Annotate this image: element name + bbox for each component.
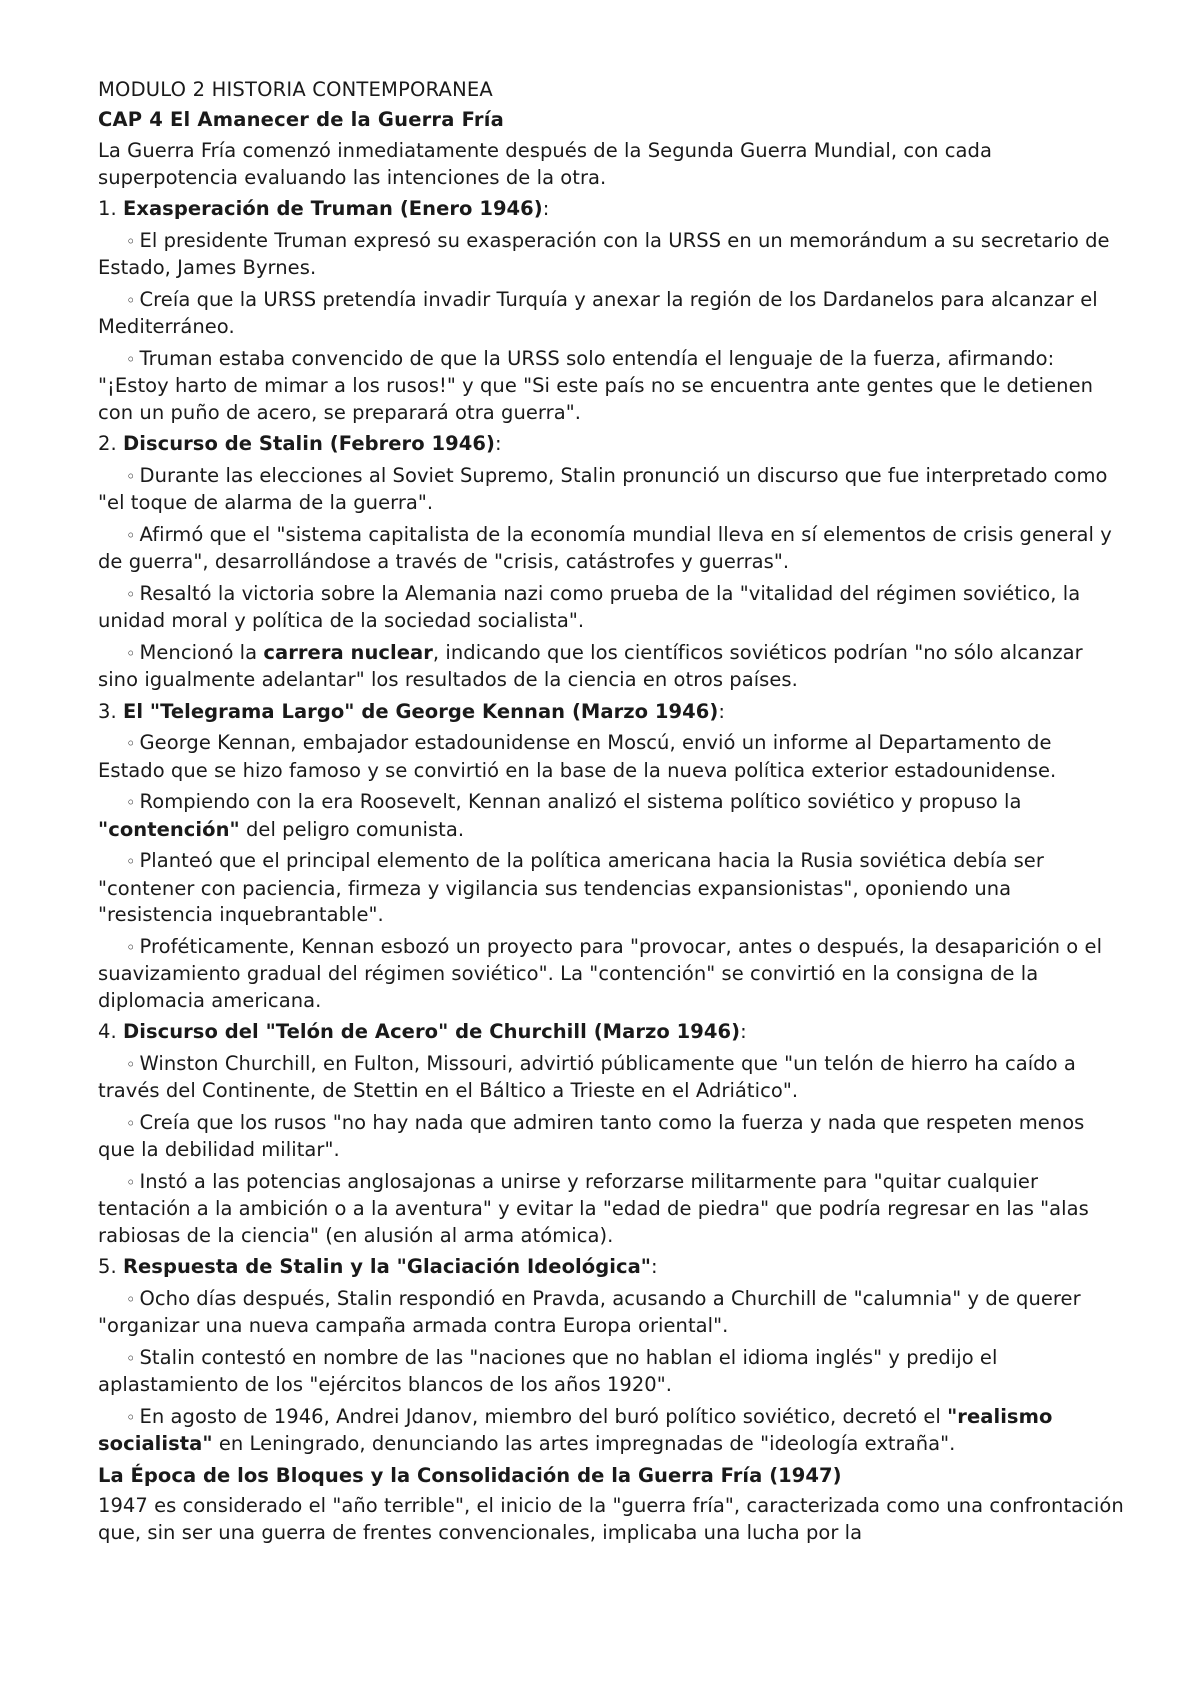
bullet-icon: ◦	[126, 852, 136, 871]
bullet-icon: ◦	[126, 643, 136, 663]
bullet-icon: ◦	[126, 290, 136, 310]
section-heading: 4. Discurso del "Telón de Acero" de Churchill (Marzo 1946):	[98, 1020, 747, 1043]
section-heading: 1. Exasperación de Truman (Enero 1946):	[98, 197, 550, 220]
list-item: ◦ Ocho días después, Stalin respondió en Pravda, acusando a Churchill de "calumnia" y de querer "organizar una nueva campaña armada contra Europa oriental".	[98, 1286, 1081, 1337]
bullet-icon: ◦	[126, 1113, 136, 1133]
bullet-icon: ◦	[126, 937, 136, 957]
bullet-icon: ◦	[126, 1348, 136, 1368]
list-item: ◦ Planteó que el principal elemento de la política americana hacia la Rusia soviética debía ser "contener con paciencia, firmeza y vigilancia sus tendencias expansionistas", oponiendo una "resistencia inquebrantable".	[98, 849, 1044, 926]
list-item: ◦ Proféticamente, Kennan esbozó un proyecto para "provocar, antes o después, la desaparición o el suavizamiento gradual del régimen soviético". La "contención" se convirtió en la consigna de la diplomacia americana.	[98, 934, 1103, 1012]
section-heading: 5. Respuesta de Stalin y la "Glaciación Ideológica":	[98, 1255, 658, 1278]
section-heading: 3. El "Telegrama Largo" de George Kennan (Marzo 1946):	[98, 699, 725, 723]
list-item: ◦ Winston Churchill, en Fulton, Missouri, advirtió públicamente que "un telón de hierro ha caído a través del Continente, de Stettin en el Báltico a Trieste en el Adriático".	[98, 1051, 1076, 1102]
blocs-heading: La Época de los Bloques y la Consolidación de la Guerra Fría (1947)	[98, 1463, 842, 1487]
module-title: MODULO 2 HISTORIA CONTEMPORANEA	[98, 78, 493, 101]
bullet-icon: ◦	[126, 584, 136, 604]
list-item: ◦ En agosto de 1946, Andrei Jdanov, miembro del buró político soviético, decretó el "realismo socialista" en Leningrado, denunciando las artes impregnadas de "ideología extraña".	[98, 1404, 1053, 1455]
list-item: ◦ Stalin contestó en nombre de las "naciones que no hablan el idioma inglés" y predijo el aplastamiento de los "ejércitos blancos de los años 1920".	[98, 1345, 998, 1396]
list-item: ◦ Creía que los rusos "no hay nada que admiren tanto como la fuerza y nada que respeten menos que la debilidad militar".	[98, 1110, 1085, 1161]
bullet-icon: ◦	[126, 525, 136, 545]
list-item: ◦ Mencionó la carrera nuclear, indicando que los científicos soviéticos podrían "no sólo alcanzar sino igualmente adelantar" los resultados de la ciencia en otros países.	[98, 640, 1083, 691]
bullet-icon: ◦	[126, 1172, 136, 1192]
section-heading: 2. Discurso de Stalin (Febrero 1946):	[98, 432, 502, 455]
intro-paragraph: La Guerra Fría comenzó inmediatamente después de la Segunda Guerra Mundial, con cada superpotencia evaluando las intenciones de la otra.	[98, 139, 992, 189]
bullet-icon: ◦	[126, 231, 136, 251]
list-item: ◦ George Kennan, embajador estadounidense en Moscú, envió un informe al Departamento de Estado que se hizo famoso y se convirtió en la base de la nueva política exterior estadounidense.	[98, 731, 1057, 782]
bullet-icon: ◦	[126, 1289, 136, 1309]
bullet-icon: ◦	[126, 1054, 136, 1074]
bullet-icon: ◦	[126, 349, 136, 369]
list-item: ◦ Instó a las potencias anglosajonas a unirse y reforzarse militarmente para "quitar cualquier tentación a la ambición o a la aventura" y evitar la "edad de piedra" que podría regresar en las "alas rabiosas de la ciencia" (en alusión al arma atómica).	[98, 1169, 1089, 1247]
list-item: ◦ Truman estaba convencido de que la URSS solo entendía el lenguaje de la fuerza, afirmando: "¡Estoy harto de mimar a los rusos!" y que "Si este país no se encuentra ante gentes que le detienen con un puño de acero, se preparará otra guerra".	[98, 346, 1094, 424]
list-item: ◦ Afirmó que el "sistema capitalista de la economía mundial lleva en sí elementos de crisis general y de guerra", desarrollándose a través de "crisis, catástrofes y guerras".	[98, 522, 1112, 573]
list-item: ◦ Durante las elecciones al Soviet Supremo, Stalin pronunció un discurso que fue interpretado como "el toque de alarma de la guerra".	[98, 463, 1108, 514]
list-item: ◦ Rompiendo con la era Roosevelt, Kennan analizó el sistema político soviético y propuso la "contención" del peligro comunista.	[98, 790, 1022, 841]
list-item: ◦ El presidente Truman expresó su exasperación con la URSS en un memorándum a su secretario de Estado, James Byrnes.	[98, 228, 1110, 279]
list-item: ◦ Resaltó la victoria sobre la Alemania nazi como prueba de la "vitalidad del régimen soviético, la unidad moral y política de la sociedad socialista".	[98, 581, 1081, 632]
bullet-icon: ◦	[126, 1407, 136, 1427]
blocs-paragraph: 1947 es considerado el "año terrible", el inicio de la "guerra fría", caracterizada como una confrontación que, sin ser una guerra de frentes convencionales, implicaba una lucha por la	[98, 1494, 1124, 1544]
bullet-icon: ◦	[126, 466, 136, 486]
chapter-title: CAP 4 El Amanecer de la Guerra Fría	[98, 108, 504, 131]
bullet-icon: ◦	[126, 793, 136, 812]
bullet-icon: ◦	[126, 734, 136, 753]
list-item: ◦ Creía que la URSS pretendía invadir Turquía y anexar la región de los Dardanelos para alcanzar el Mediterráneo.	[98, 287, 1098, 338]
